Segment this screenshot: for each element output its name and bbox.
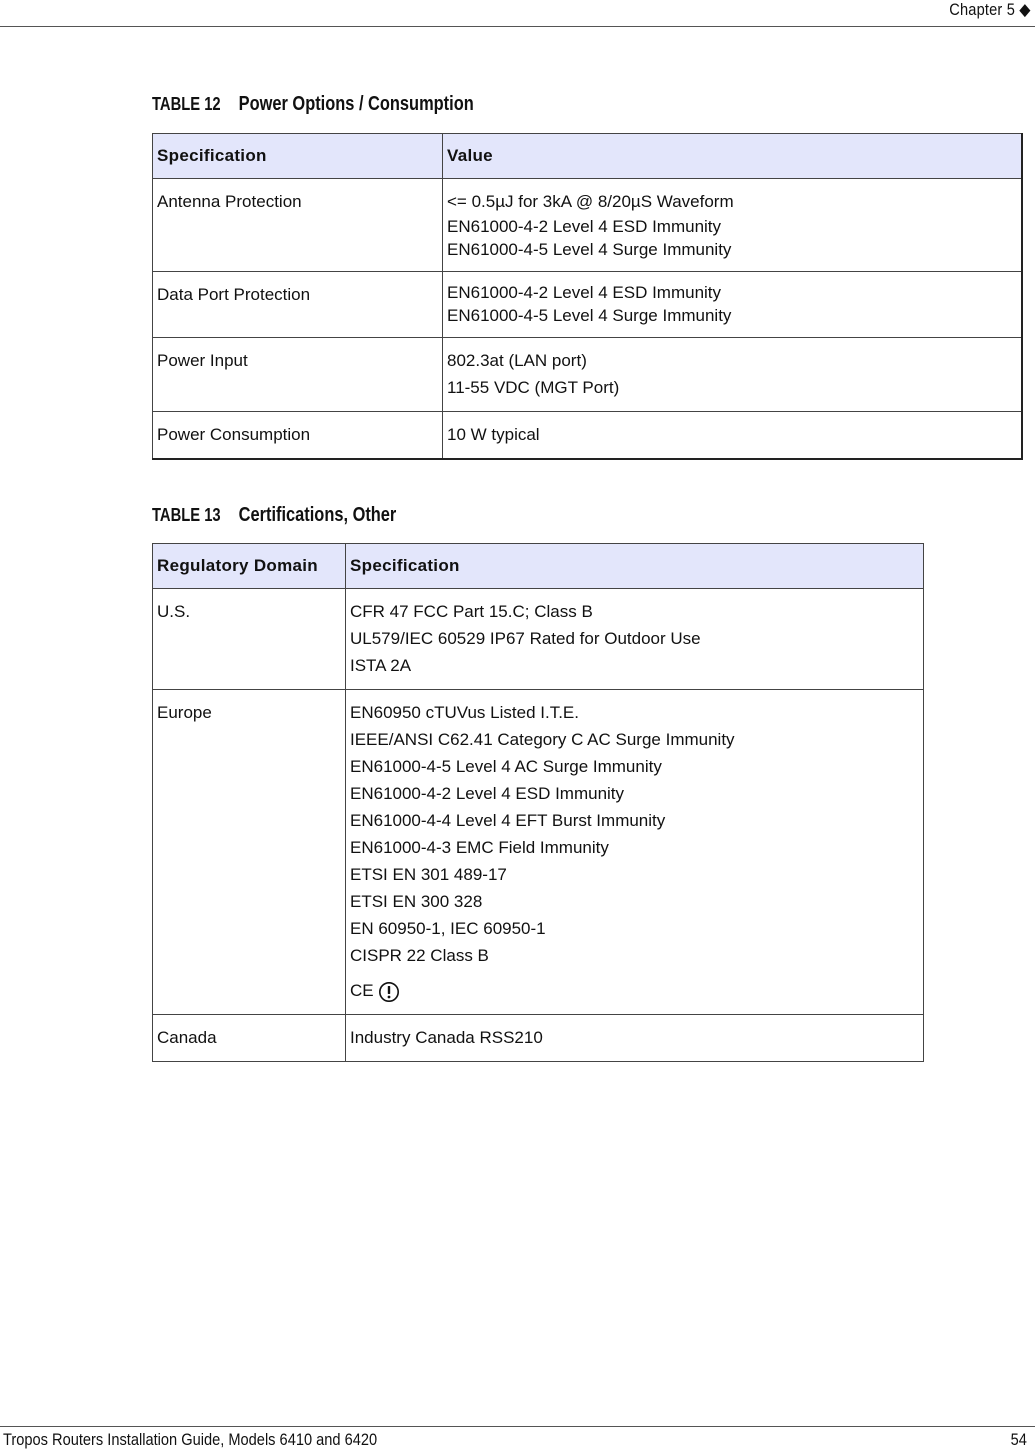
table-row (153, 412, 1023, 460)
table-row (153, 1015, 924, 1062)
spec-cell (153, 179, 443, 272)
spec-label: Antenna Protection (157, 192, 302, 211)
footer-title: Tropos Routers Installation Guide, Models 6410 and 6420 (3, 1430, 378, 1449)
spec-line: UL579/IEC 60529 IP67 Rated for Outdoor Use (350, 629, 701, 648)
domain-cell (153, 1015, 346, 1062)
spec-line: ISTA 2A (350, 656, 412, 675)
table-13-label: TABLE 13 (152, 505, 221, 525)
domain-label: Canada (157, 1028, 217, 1047)
domain-label: Europe (157, 703, 212, 722)
table-row (153, 338, 1023, 412)
domain-cell (153, 690, 346, 1015)
table-13-caption (152, 504, 396, 527)
column-header: Specification (153, 134, 443, 179)
table-row (153, 690, 924, 1015)
spec-label: Power Input (157, 351, 248, 370)
table-row (153, 179, 1023, 272)
certifications-table (152, 543, 924, 1062)
value-line: EN61000-4-2 Level 4 ESD Immunity (447, 217, 722, 236)
footer-rule (0, 1426, 1035, 1427)
table-12-label: TABLE 12 (152, 94, 221, 114)
spec-line: EN61000-4-5 Level 4 AC Surge Immunity (350, 757, 662, 776)
table-header-row (153, 544, 924, 589)
value-line: 802.3at (LAN port) (447, 351, 587, 370)
domain-cell (153, 589, 346, 690)
spec-label: Power Consumption (157, 425, 311, 444)
spec-line: IEEE/ANSI C62.41 Category C AC Surge Immunity (350, 730, 735, 749)
value-line: EN61000-4-2 Level 4 ESD Immunity (447, 283, 722, 302)
page-number: 54 (1010, 1430, 1027, 1449)
column-header: Specification (346, 544, 924, 589)
value-cell (443, 338, 1023, 412)
spec-line: Industry Canada RSS210 (350, 1028, 543, 1047)
value-line: 10 W typical (447, 425, 540, 444)
spec-line: ETSI EN 301 489-17 (350, 865, 507, 884)
table-13-title: Certifications, Other (238, 504, 397, 526)
spec-line: EN61000-4-4 Level 4 EFT Burst Immunity (350, 811, 666, 830)
spec-cell (153, 272, 443, 338)
specification-cell (346, 1015, 924, 1062)
value-line: <= 0.5µJ for 3kA @ 8/20µS Waveform (447, 192, 734, 211)
power-options-table (152, 133, 1023, 460)
ce-mark-text: CE (350, 981, 374, 1000)
spec-line: EN 60950-1, IEC 60950-1 (350, 919, 546, 938)
spec-line: ETSI EN 300 328 (350, 892, 483, 911)
header-rule (0, 26, 1035, 27)
table-row (153, 589, 924, 690)
value-cell (443, 412, 1023, 460)
column-header: Value (443, 134, 1023, 179)
spec-line: EN61000-4-2 Level 4 ESD Immunity (350, 784, 625, 803)
value-line: 11-55 VDC (MGT Port) (447, 378, 620, 397)
ce-mark-line (350, 977, 919, 1004)
table-12-caption (152, 93, 474, 116)
alert-circle-icon (378, 981, 400, 1003)
table-row (153, 272, 1023, 338)
spec-cell (153, 412, 443, 460)
value-cell (443, 179, 1023, 272)
domain-label: U.S. (157, 602, 191, 621)
column-header: Regulatory Domain (153, 544, 346, 589)
value-line: EN61000-4-5 Level 4 Surge Immunity (447, 240, 732, 259)
table-12-title: Power Options / Consumption (238, 93, 474, 115)
spec-line: CISPR 22 Class B (350, 946, 489, 965)
value-line: EN61000-4-5 Level 4 Surge Immunity (447, 306, 732, 325)
spec-line: EN60950 cTUVus Listed I.T.E. (350, 703, 579, 722)
value-cell (443, 272, 1023, 338)
spec-line: CFR 47 FCC Part 15.C; Class B (350, 602, 593, 621)
specification-cell (346, 589, 924, 690)
spec-cell (153, 338, 443, 412)
table-header-row (153, 134, 1023, 179)
chapter-header: Chapter 5 ◆ (949, 0, 1031, 19)
specification-cell (346, 690, 924, 1015)
spec-line: EN61000-4-3 EMC Field Immunity (350, 838, 609, 857)
spec-label: Data Port Protection (157, 285, 311, 304)
